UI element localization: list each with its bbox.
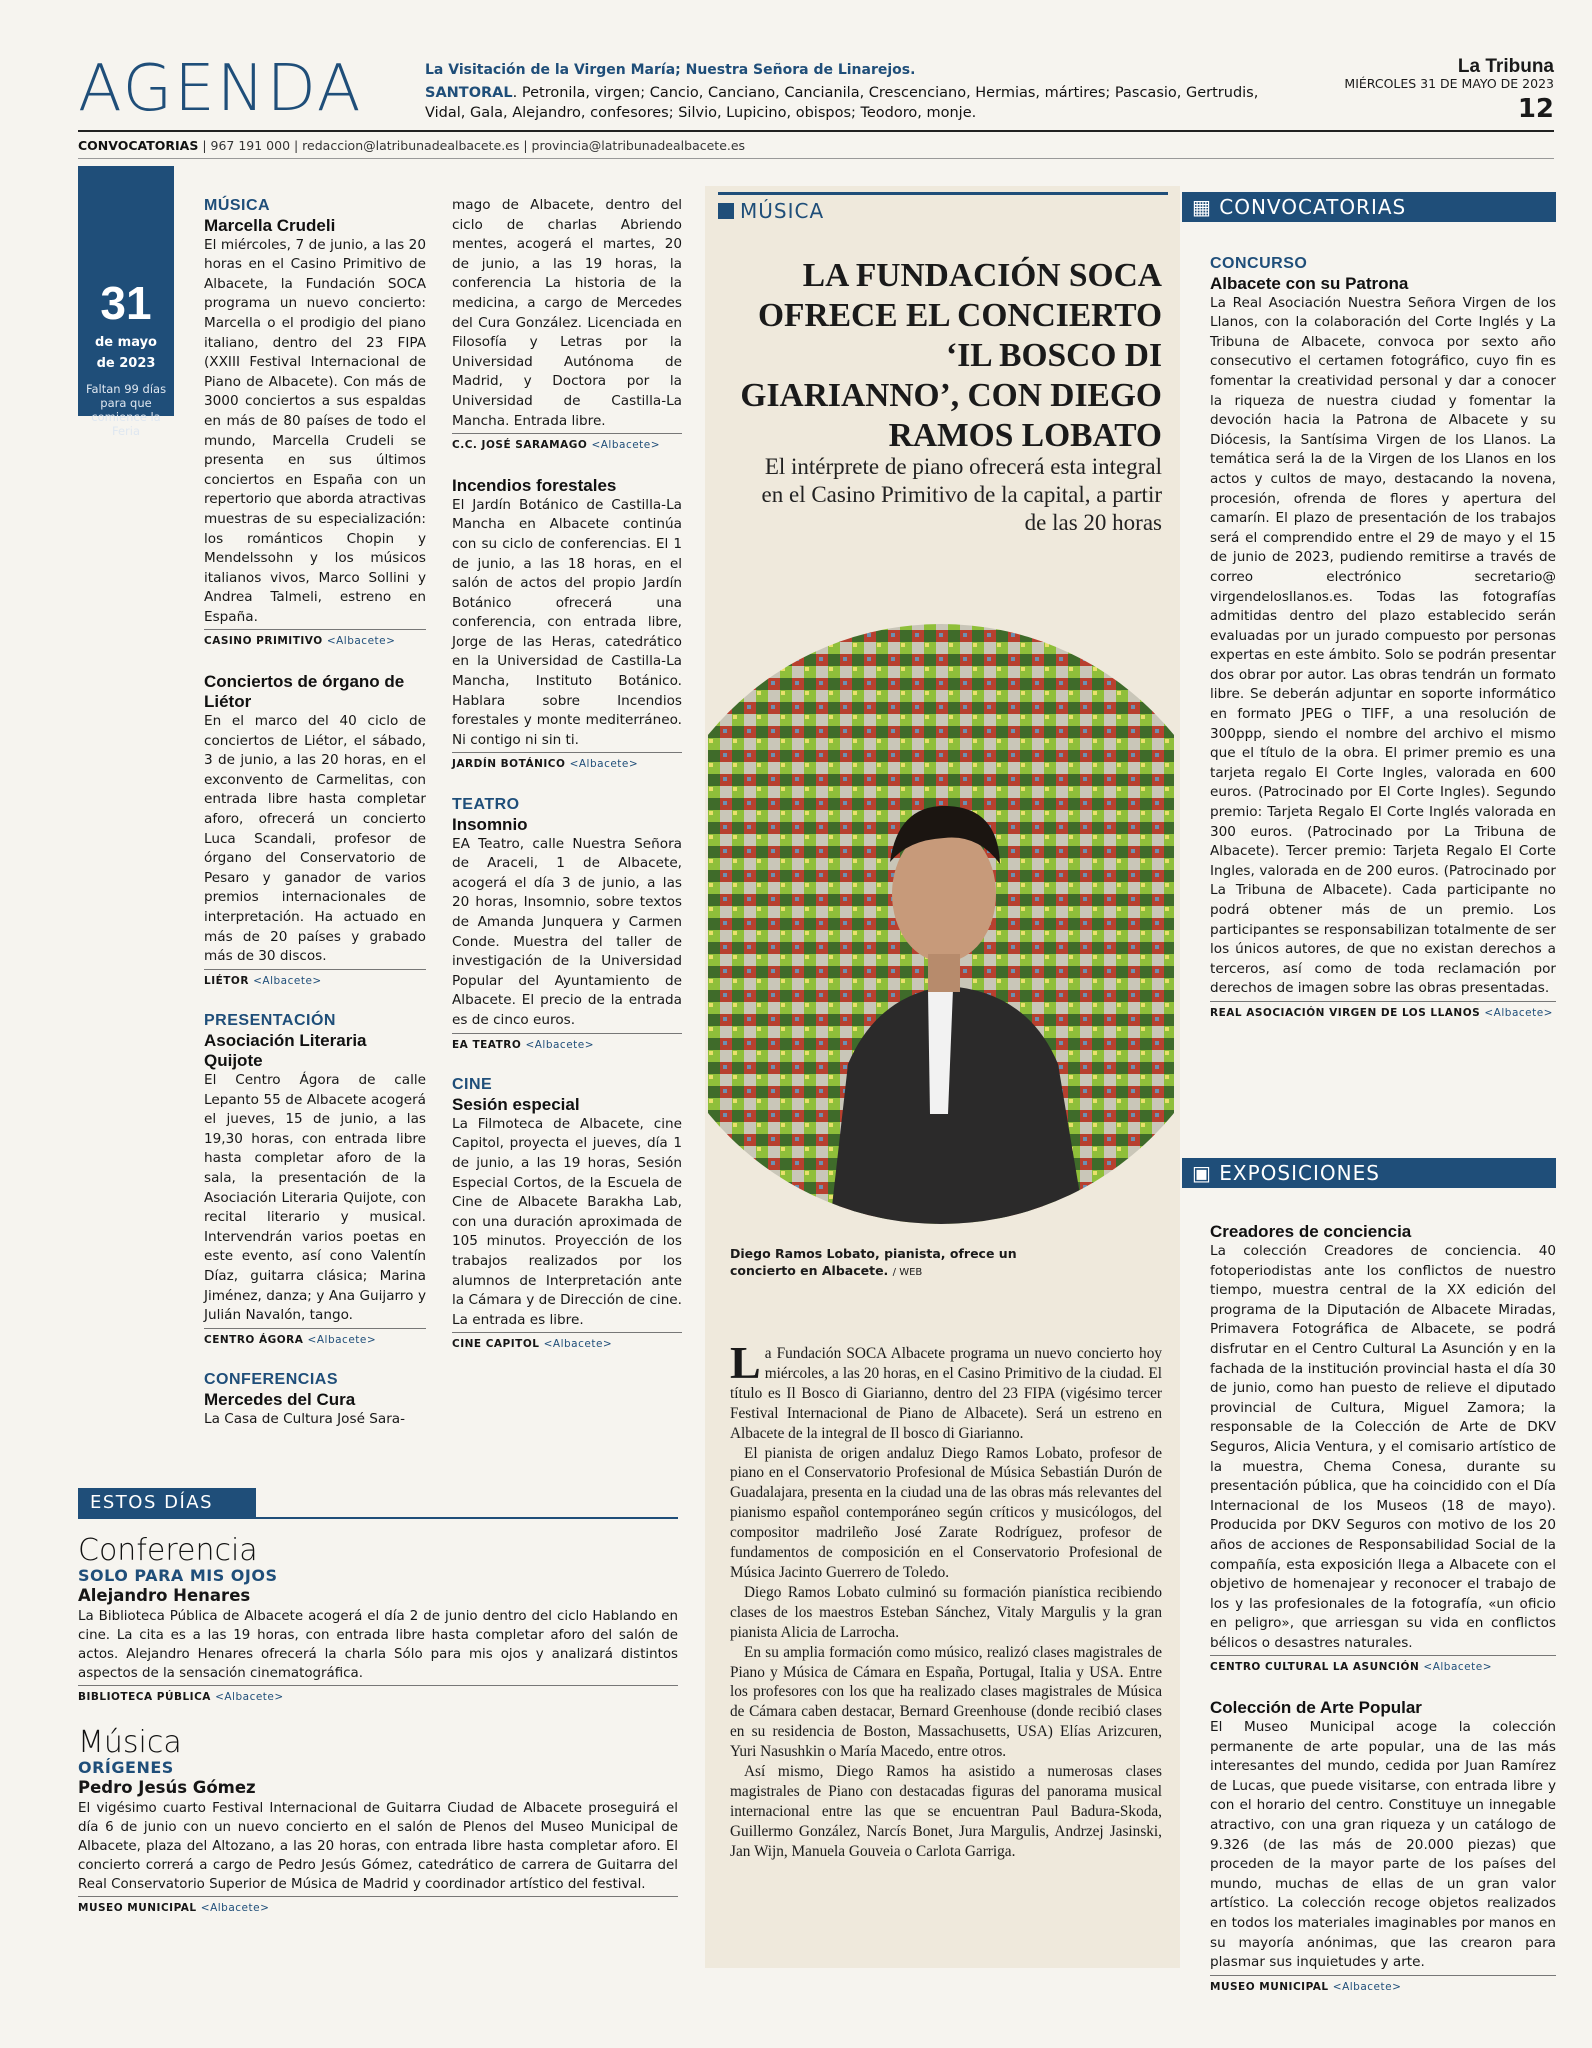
estos-text: El vigésimo cuarto Festival Internacional de Guitarra Ciudad de Albacete proseguirá el día 6 de junio con un nuevo concierto en el salón de Plenos del Museo Municipal de Albacete, plaza del Altozano, a las 20 horas, con entrada libre hasta completar aforo. El concierto correrá a cargo de Pedro Jesús Gómez, catedrático de carrera de Guitarra del Real Conservatorio Superior de Música de Madrid y coordinador artístico del festival.	[78, 1801, 678, 1892]
event-title: Mercedes del Cura	[204, 1389, 356, 1409]
event-title: Asociación Literaria Quijote	[204, 1030, 367, 1070]
photo-credit: / WEB	[892, 1267, 923, 1278]
header-rule	[78, 130, 1554, 132]
date-day: 31	[100, 277, 152, 329]
contacts-label: CONVOCATORIAS	[78, 138, 199, 153]
estos-name: Alejandro Henares	[78, 1586, 251, 1605]
event-venue: EA TEATRO <Albacete>	[452, 1033, 682, 1056]
contacts-text: | 967 191 000 | redaccion@latribunadealbacete.es | provincia@latribunadealbacete.es	[202, 138, 746, 153]
estos-subtitle: ORÍGENES	[78, 1758, 174, 1777]
feature-headline: LA FUNDACIÓN SOCA OFRECE EL CONCIERTO ‘IL BOSCO DI GIARIANNO’, CON DIEGO RAMOS LOBATO	[740, 257, 1162, 454]
estos-dias-rule	[78, 1517, 678, 1519]
santoral-line: SANTORAL. Petronila, virgen; Cancio, Canciano, Cancianila, Crescenciano, Hermias, mártires; Pascasio, Gertrudis, Vidal, Gala, Alejandro, confesores; Silvio, Lupicino, obispos; Teodoro, monje.	[425, 85, 1259, 121]
event-quijote	[204, 1011, 426, 1350]
event-text: La colección Creadores de conciencia. 40 fotoperiodistas ante los conflictos de nuestro tiempo, muestra central de la XX edición del programa de la Diputación de Albacete Miradas, Primavera Fotográfica de Albacete, se podrá disfrutar en el Centro Cultural La Asunción y en la fachada de la institución provincial hasta el día 30 de junio, como han puesto de relieve el diputado provincial de Cultura, Miguel Zamora; la responsable de la Colección de Arte de DKV Seguros, Alicia Ventura, y el comisario artístico de la muestra, Chema Conesa, durante su presentación pública, que ha coincidido con el Día Internacional de los Museos (18 de mayo). Producida por DKV Seguros con motivo de los 20 años de acciones de Responsabilidad Social de la compañía, esta exposición llega a Albacete con el objetivo de homenajear y reconocer el trabajo de los y las profesionales de la fotografía, «un oficio en peligro», que arriesgan su vida en conflictos bélicos o desastres naturales.	[1210, 1243, 1556, 1651]
event-section: MÚSICA	[204, 197, 271, 214]
feature-paragraph: El pianista de origen andaluz Diego Ramos Lobato, profesor de piano en el Conservatorio Profesional de Música Sebastián Durón de Guadalajara, presenta en la ciudad una de las obras más relevantes del pianismo español contemporáneo según críticos y musicólogos, del compositor madrileño José Zarate Rodríguez, profesor de fundamentos de composición en el Conservatorio Profesional de Música Jacinto Guerrero de Toledo.	[730, 1444, 1162, 1581]
estos-category: Música	[78, 1725, 182, 1760]
estos-subtitle: SOLO PARA MIS OJOS	[78, 1566, 278, 1585]
event-title: Incendios forestales	[452, 475, 617, 495]
estos-dias	[78, 1535, 678, 1938]
santoral-text: Petronila, virgen; Cancio, Canciano, Cancianila, Crescenciano, Hermias, mártires; Pascasio, Gertrudis, Vidal, Gala, Alejandro, confesores; Silvio, Lupicino, obispos; Teodoro, monje.	[425, 85, 1259, 121]
event-venue: LIÉTOR <Albacete>	[204, 969, 426, 992]
convocatorias-bar: ▦ CONVOCATORIAS	[1182, 192, 1556, 222]
event-text: El Museo Municipal acoge la colección permanente de arte popular, una de las más interesantes del mundo, cedida por Juan Ramírez de Lucas, que puede visitarse, con entrada libre y con el horario del centro. Constituye un innegable atractivo, con una gran riqueza y un catálogo de 9.326 (de las más de 20.000 piezas) que proceden de la mayor parte de los países del mundo, muchas de ellas de un gran valor artístico. La colección recoge objetos realizados en todos los materiales imaginables por manos en su mayoría anónimas, que las crearon para plasmar sus inquietudes y arte.	[1210, 1719, 1556, 1971]
event-venue: CASINO PRIMITIVO <Albacete>	[204, 629, 426, 652]
event-venue: C.C. JOSÉ SARAMAGO <Albacete>	[452, 433, 682, 456]
event-venue: CENTRO ÁGORA <Albacete>	[204, 1328, 426, 1351]
event-text: El Centro Ágora de calle Lepanto 55 de Albacete acogerá el jueves, 15 de junio, a las 19,30 horas, con entrada libre hasta completar aforo de la sala, la presentación de la Asociación Literaria Quijote, con recital literario y musical. Intervendrán varios poetas en este evento, así cono Valentín Díaz, guitarra clásica; Marina Jiménez, danza; y Ana Guijarro y Julián Navalón, tango.	[204, 1071, 426, 1324]
feature-paragraph: La Fundación SOCA Albacete programa un nuevo concierto hoy miércoles, a las 20 horas, en el Casino Primitivo de la ciudad. El título es Il Bosco di Giarianno, dentro del 23 FIPA (vigésimo tercer Festival Internacional de Piano de Albacete). Será un estreno en Albacete de la integral de Il bosco di Giarianno.	[730, 1337, 1162, 1442]
estos-name: Pedro Jesús Gómez	[78, 1778, 256, 1797]
event-title: Conciertos de órgano de Liétor	[204, 672, 405, 712]
column-2	[452, 196, 682, 1375]
calendar-icon: ▦	[1192, 195, 1212, 219]
event-venue: CENTRO CULTURAL LA ASUNCIÓN <Albacete>	[1210, 1655, 1556, 1678]
estos-category: Conferencia	[78, 1533, 258, 1568]
photo-caption: Diego Ramos Lobato, pianista, ofrece un concierto en Albacete. / WEB	[730, 1246, 1017, 1278]
event-text: El Jardín Botánico de Castilla-La Mancha en Albacete continúa con su ciclo de conferencias. El 1 de junio, a las 18 horas, en el salón de actos del propio Jardín Botánico ofrecerá una conferencia, con entrada libre, Jorge de las Heras, catedrático en la Universidad de Castilla-La Mancha, Instituto Botánico. Hablara sobre Incendios forestales y monte mediterráneo. Ni contigo ni sin ti.	[452, 496, 682, 748]
feature-subhead: El intérprete de piano ofrecerá esta integral en el Casino Primitivo de la capital, a partir de las 20 horas	[761, 454, 1162, 535]
event-section: CONCURSO	[1210, 255, 1308, 272]
date-month: de mayo	[95, 335, 157, 350]
event-mercedes	[204, 1370, 426, 1429]
estos-venue: MUSEO MUNICIPAL <Albacete>	[78, 1896, 678, 1918]
newspaper-name: La Tribuna	[1457, 56, 1554, 77]
event-venue: CINE CAPITOL <Albacete>	[452, 1332, 682, 1355]
event-section: CONFERENCIAS	[204, 1371, 339, 1389]
estos-venue: BIBLIOTECA PÚBLICA <Albacete>	[78, 1685, 678, 1707]
event-title: Creadores de conciencia	[1210, 1222, 1412, 1241]
event-venue: REAL ASOCIACIÓN VIRGEN DE LOS LLANOS <Albacete>	[1210, 1001, 1556, 1024]
drop-cap: L	[730, 1337, 761, 1388]
event-section: CINE	[452, 1076, 493, 1094]
event-marcella	[204, 196, 426, 652]
estos-text: La Biblioteca Pública de Albacete acogerá el día 2 de junio dentro del ciclo Hablando en cine. La cita es a las 19 horas, con entrada libre hasta completar aforo del salón de actos. Alejandro Henares ofrecerá la charla Sólo para mis ojos y analizará distintos aspectos de la sensación cinematográfica.	[78, 1609, 678, 1681]
event-title: Insomnio	[452, 814, 528, 834]
feature-section-label: MÚSICA	[740, 199, 825, 223]
event-text: La Casa de Cultura José Sara-	[204, 1410, 406, 1427]
date-year: de 2023	[96, 356, 156, 371]
feature-body	[730, 1337, 1162, 1862]
music-icon	[718, 203, 734, 219]
feature-paragraph: Diego Ramos Lobato culminó su formación pianística recibiendo clases de los maestros Esteban Sánchez, Vitaly Margulis y la gran pianista Alicia de Larrocha.	[730, 1583, 1162, 1641]
event-text: La Filmoteca de Albacete, cine Capitol, proyecta el jueves, día 1 de junio, a las 19 horas, Sesión Especial Cortos, de la Escuela de Cine de Albacete Barakha Lab, con una duración aproximada de 105 minutos. Proyección de los trabajos realizados por los alumnos de Interpretación ante la Cámara y de Dirección de cine. La entrada es libre.	[452, 1115, 682, 1328]
event-section: PRESENTACIÓN	[204, 1012, 336, 1030]
feature-section-bar	[718, 192, 1168, 224]
pianist-photo	[708, 594, 1174, 1242]
event-text: En el marco del 40 ciclo de conciertos de Liétor, el sábado, 3 de junio, a las 20 horas, en el exconvento de Carmelitas, con entrada libre hasta completar aforo, ofrecerá un concierto Luca Scandali, profesor de órgano del Conservatorio de Pesaro y ganador de varios premios internacionales de interpretación. Ha actuado en más de 20 países y grabado más de 30 discos.	[204, 713, 426, 965]
date-box	[78, 166, 174, 438]
event-title: Marcella Crudeli	[204, 215, 336, 235]
contacts-line	[78, 138, 745, 153]
event-venue: MUSEO MUNICIPAL <Albacete>	[1210, 1975, 1556, 1998]
event-text: La Real Asociación Nuestra Señora Virgen de los Llanos, con la colaboración del Corte Inglés y La Tribuna de Albacete, convoca por sexto año consecutivo el certamen fotográfico, cuyo fin es fomentar la creatividad personal y dar a conocer la riqueza de nuestra ciudad y fomentar la devoción hacia la Patrona de Albacete y su Diócesis, la Santísima Virgen de los Llanos. La temática será la de la Virgen de los Llanos en los actos y cultos de mayo, destacando la novena, procesión, ofrenda de flores y apertura del camarín. El plazo de presentación de los trabajos será el comprendido entre el 29 de mayo y el 15 de junio de 2023, pudiendo remitirse a través de correo electrónico secretario@ virgendelosllanos.es. Todas las fotografías admitidas dentro del plazo establecido serán evaluadas por un jurado compuesto por personas expertas en este ámbito. Solo se podrán presentar dos obrar por autor. Las obras tendrán un formato libre. Se deberán adjuntar en soporte informático en formato JPEG o TIFF, a una resolución de 300ppp, siendo el nombre del archivo el mismo que el título de la obra. El primer premio es una tarjeta regalo El Corte Ingles, valorada en 600 euros. (Patrocinado por El Corte Ingles). Segundo premio: Tarjeta Regalo El Corte Inglés valorada en 300 euros. (Patrocinado por La Tribuna de Albacete). Tercer premio: Tarjeta Regalo El Corte Ingles, valorada en de 200 euros. (Patrocinado por La Tribuna de Albacete). Cada participante no podrá obtener más de un premio. Los participantes se responsabilizan totalmente de ser los únicos autores, de que no existan derechos a terceros, así como de toda reclamación por derechos de imagen sobre las obras presentadas.	[1210, 294, 1556, 997]
feria-countdown: Faltan 99 días para que comience la Feria	[85, 382, 167, 438]
virgen-line: La Visitación de la Virgen María; Nuestra Señora de Linarejos.	[425, 62, 916, 78]
estos-musica	[78, 1727, 678, 1918]
exposiciones-bar: ▣ EXPOSICIONES	[1182, 1158, 1556, 1188]
issue-date: MIÉRCOLES 31 DE MAYO DE 2023	[1344, 76, 1554, 91]
event-incendios	[452, 476, 682, 775]
event-organo	[204, 672, 426, 991]
contacts-rule	[78, 158, 1554, 159]
column-1	[204, 196, 426, 1449]
event-cine	[452, 1075, 682, 1355]
feature-paragraph: Así mismo, Diego Ramos ha asistido a numerosas clases magistrales de Piano con destacadas figuras del panorama musical internacional entre las que se encuentran Paul Badura-Skoda, Guillermo González, Narcís Bonet, Jura Margulis, Andrzej Jasinski, Jan Wijn, Manuela Gouveia o Carlota Garriga.	[730, 1763, 1162, 1860]
event-coleccion	[1210, 1698, 1556, 1997]
event-title: Sesión especial	[452, 1094, 580, 1114]
page-header	[0, 0, 1592, 153]
estos-dias-bar: ESTOS DÍAS	[78, 1488, 256, 1518]
event-title: Colección de Arte Popular	[1210, 1698, 1422, 1718]
event-creadores	[1210, 1222, 1556, 1678]
page-number: 12	[1517, 94, 1554, 124]
event-venue: JARDÍN BOTÁNICO <Albacete>	[452, 752, 682, 775]
event-text: EA Teatro, calle Nuestra Señora de Araceli, 1 de Albacete, acogerá el día 3 de junio, a las 20 horas, Insomnio, sobre textos de Amanda Junquera y Carmen Conde. Muestra del taller de investigación de la Universidad Popular del Ayuntamiento de Albacete. El precio de la entrada es de cinco euros.	[452, 835, 682, 1028]
event-section: TEATRO	[452, 796, 520, 814]
column-right-top	[1210, 254, 1556, 1044]
section-title: AGENDA	[78, 52, 363, 126]
feature-paragraph: En su amplia formación como músico, realizó clases magistrales de Piano y Música de Cámara en España, Portugal, Italia y USA. Entre los profesores con los que ha realizado clases magistrales de Música de Cámara caben destacar, Bernard Greenhouse (donde recibió clases en su residencia de Boston, Massachusetts, USA) Elías Arizcuren, Yuri Nasushkin o María Macedo, entre otros.	[730, 1643, 1162, 1761]
event-text: El miércoles, 7 de junio, a las 20 horas en el Casino Primitivo de Albacete, la Fundación SOCA programa un nuevo concierto: Marcella o el prodigio del piano italiano, dentro del 23 FIPA (XXIII Festival Internacional de Piano de Albacete). Con más de 3000 conciertos a sus espaldas en más de 80 países de todo el mundo, Marcella Crudeli se presenta en sus últimos conciertos en España con un repertorio que aborda atractivas muestras de su especialización: los románticos Chopin y Mendelssohn y los músicos italianos vivos, Marco Sollini y Andrea Talmeli, estreno en España.	[204, 236, 426, 625]
frame-icon: ▣	[1192, 1161, 1212, 1185]
event-text: mago de Albacete, dentro del ciclo de charlas Abriendo mentes, acogerá el martes, 20 de junio, a las 19 horas, la conferencia La historia de la medicina, a cargo de Mercedes del Cura González. Licenciada en Filosofía y Letras por la Universidad Autónoma de Madrid, y Doctora por la Universidad de Castilla-La Mancha. Entrada libre.	[452, 197, 682, 429]
event-insomnio	[452, 795, 682, 1055]
santoral-label: SANTORAL	[425, 85, 513, 101]
event-concurso	[1210, 254, 1556, 1024]
event-mercedes-cont	[452, 196, 682, 456]
column-right-bottom	[1210, 1222, 1556, 2017]
estos-conferencia	[78, 1535, 678, 1707]
event-title: Albacete con su Patrona	[1210, 273, 1409, 293]
